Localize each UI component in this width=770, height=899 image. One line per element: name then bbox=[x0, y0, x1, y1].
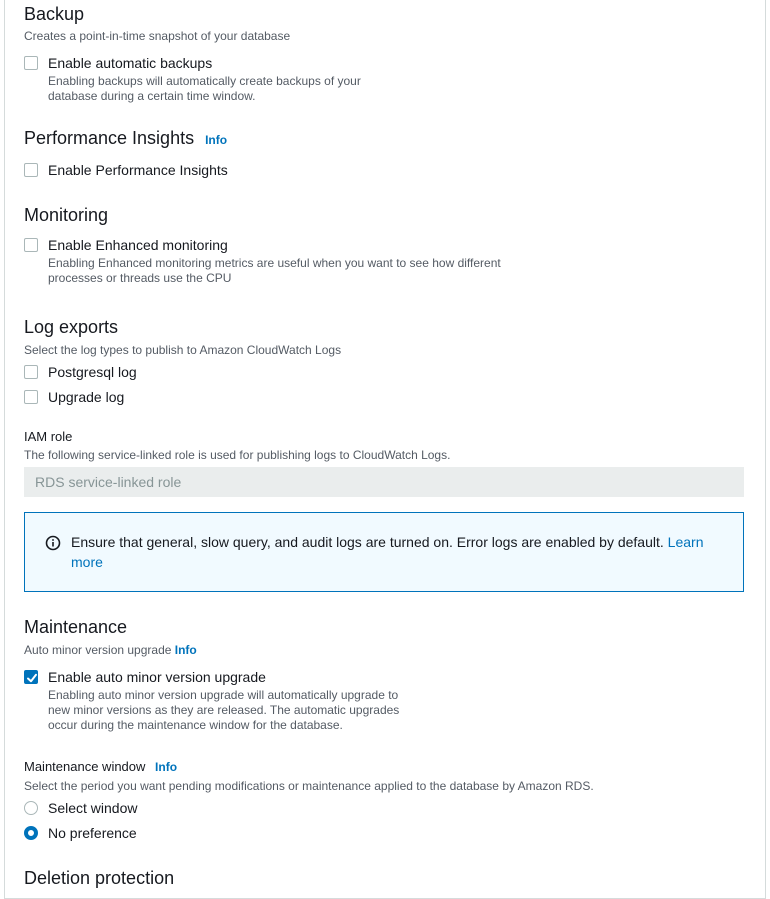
enhanced-monitoring-checkbox[interactable] bbox=[24, 238, 38, 252]
maintenance-window-description: Select the period you want pending modifications or maintenance applied to the database by Amazon RDS. bbox=[24, 779, 594, 793]
info-circle-icon bbox=[45, 535, 61, 556]
no-preference-radio[interactable] bbox=[24, 826, 38, 840]
enhanced-monitoring-desc-2: processes or threads use the CPU bbox=[48, 271, 232, 285]
auto-minor-version-label[interactable]: Enable auto minor version upgrade bbox=[48, 669, 266, 685]
auto-backup-desc-2: database during a certain time window. bbox=[48, 89, 256, 103]
upgrade-log-label[interactable]: Upgrade log bbox=[48, 389, 125, 405]
maintenance-window-info-link[interactable]: Info bbox=[155, 760, 178, 774]
iam-role-field: RDS service-linked role bbox=[24, 467, 744, 497]
auto-minor-version-desc-3: occur during the maintenance window for the database. bbox=[48, 718, 343, 732]
monitoring-title: Monitoring bbox=[24, 205, 109, 225]
enhanced-monitoring-label[interactable]: Enable Enhanced monitoring bbox=[48, 237, 228, 253]
upgrade-log-checkbox[interactable] bbox=[24, 390, 38, 404]
log-exports-description: Select the log types to publish to Amazon CloudWatch Logs bbox=[24, 343, 342, 357]
auto-backup-desc: Enabling backups will automatically create backups of your bbox=[48, 74, 361, 88]
postgresql-log-checkbox[interactable] bbox=[24, 365, 38, 379]
performance-insights-info-link[interactable]: Info bbox=[205, 133, 228, 147]
auto-minor-version-desc: Enabling auto minor version upgrade will automatically upgrade to bbox=[48, 688, 399, 702]
select-window-label[interactable]: Select window bbox=[48, 800, 138, 816]
deletion-protection-title: Deletion protection bbox=[24, 868, 175, 888]
learn-more-link[interactable]: Learn more bbox=[71, 534, 704, 570]
auto-minor-version-text bbox=[24, 642, 197, 658]
maintenance-window-label-text: Maintenance window bbox=[24, 759, 146, 774]
maintenance-window-label bbox=[24, 758, 177, 776]
iam-role-description: The following service-linked role is used for publishing logs to CloudWatch Logs. bbox=[24, 448, 451, 462]
postgresql-log-label[interactable]: Postgresql log bbox=[48, 364, 137, 380]
iam-role-label: IAM role bbox=[24, 429, 73, 444]
auto-minor-version-checkbox[interactable] bbox=[24, 670, 38, 684]
log-alert bbox=[24, 512, 744, 592]
enhanced-monitoring-desc: Enabling Enhanced monitoring metrics are useful when you want to see how different bbox=[48, 256, 501, 270]
performance-insights-title-text: Performance Insights bbox=[24, 128, 195, 148]
performance-insights-title bbox=[24, 127, 227, 151]
performance-insights-label[interactable]: Enable Performance Insights bbox=[48, 162, 228, 178]
auto-backup-label[interactable]: Enable automatic backups bbox=[48, 55, 213, 71]
auto-minor-version-caption: Auto minor version upgrade bbox=[24, 643, 172, 657]
backup-title: Backup bbox=[24, 4, 85, 24]
check-icon bbox=[26, 672, 38, 684]
log-exports-title: Log exports bbox=[24, 317, 119, 337]
backup-description: Creates a point-in-time snapshot of your database bbox=[24, 29, 291, 43]
auto-minor-version-info-link[interactable]: Info bbox=[174, 643, 197, 657]
performance-insights-checkbox[interactable] bbox=[24, 163, 38, 177]
auto-backup-checkbox[interactable] bbox=[24, 56, 38, 70]
log-alert-text: Ensure that general, slow query, and audit logs are turned on. Error logs are enabled by default. bbox=[71, 534, 668, 550]
maintenance-title: Maintenance bbox=[24, 617, 128, 637]
log-alert-message bbox=[71, 532, 731, 572]
select-window-radio[interactable] bbox=[24, 801, 38, 815]
auto-minor-version-desc-2: new minor versions as they are released. The automatic upgrades bbox=[48, 703, 400, 717]
no-preference-label[interactable]: No preference bbox=[48, 825, 137, 841]
